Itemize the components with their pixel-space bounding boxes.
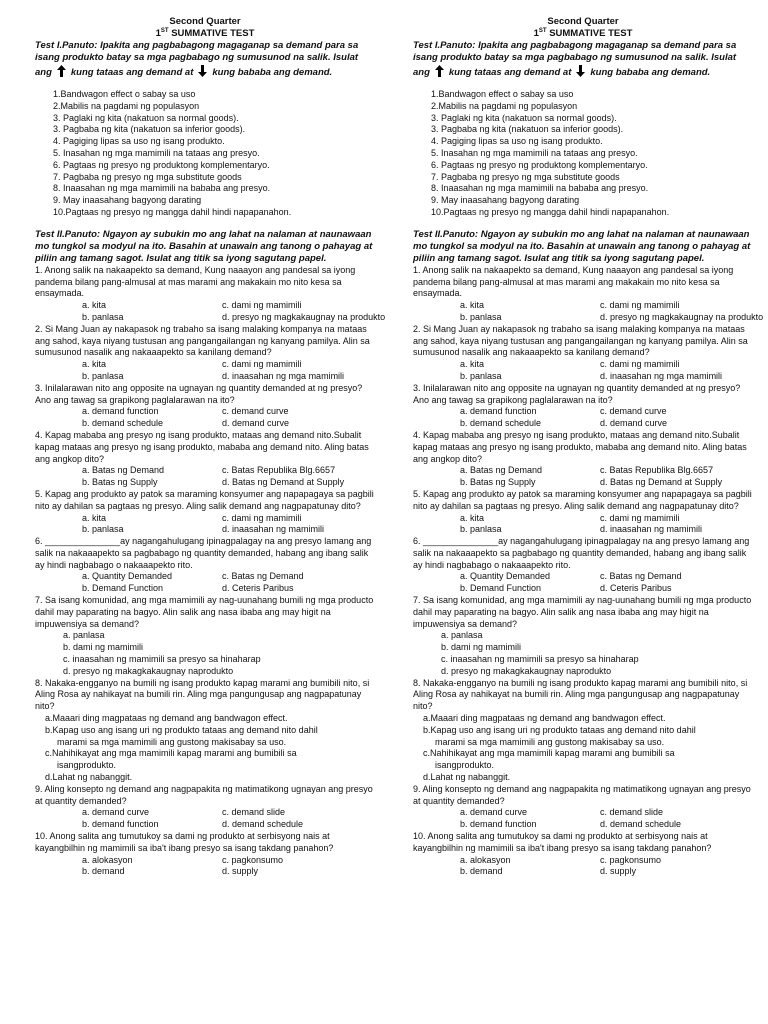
list-item: 10.Pagtaas ng presyo ng mangga dahil hindi napapanahon. — [431, 206, 670, 217]
option: d. demand schedule — [600, 819, 682, 830]
option: d. presyo ng makagkakaugnay naprodukto — [441, 665, 612, 676]
options-2 — [82, 359, 375, 383]
question-3: 3. Inilalarawan nito ang opposite na ugnayan ng quantity demanded at ng presyo? Ano ang tawag sa grapikong paglalarawan na ito? — [413, 382, 741, 405]
option: a. kita — [460, 359, 485, 370]
option: d. inaasahan ng mamimili — [222, 524, 325, 535]
option: a. demand curve — [82, 807, 150, 818]
option: c. inaasahan ng mamimili sa presyo sa hinaharap — [63, 654, 261, 665]
test1-list — [53, 89, 375, 219]
question-2: 2. Si Mang Juan ay nakapasok ng trabaho sa isang malaking kompanya na mataas ang sahod, kaya niyang tustusan ang pangangailangan ng kanyang pamilya. Alin sa sumusunod nasalik ang nakaaapekto sa kanilang demand? — [413, 323, 748, 358]
options-1 — [82, 300, 386, 324]
option: c. inaasahan ng mamimili sa presyo sa hinaharap — [441, 654, 639, 665]
test2-instructions: Test II.Panuto: Ngayon ay subukin mo ang lahat na nalaman at naunawaan mo tungkol sa modyul na ito. Basahin at unawain ang tanong o pahayag at piliin ang tamang sagot. Isulat ang titik sa iyong sagutang papel. — [35, 228, 373, 264]
option: c. Batas ng Demand — [222, 571, 304, 582]
page-left — [35, 16, 386, 878]
option: b. Batas ng Supply — [460, 477, 536, 488]
question-4: 4. Kapag mababa ang presyo ng isang produkto, mataas ang demand nito.Subalit kapag mataas ang presyo ng isang produkto, mababa ang demand nito. Aling batas ang angkop dito? — [35, 429, 369, 464]
option: c. pagkonsumo — [222, 854, 284, 865]
list-item: 8. Inaasahan ng mga mamimili na bababa ang presyo. — [431, 183, 649, 194]
option: b.Kapag uso ang isang uri ng produkto tataas ang demand nito dahil — [45, 724, 318, 735]
question-8: 8. Nakaka-engganyo na bumili ng isang produkto kapag marami ang bumibili nito, si Aling Rosa ay nahikayat na bumili rin. Aling mga pangungusap ang nagpapatunay nito? — [35, 677, 370, 712]
option: d.Lahat ng nabanggit. — [423, 772, 511, 783]
test1-instructions: Test I.Panuto: Ipakita ang pagbabagong magaganap sa demand para sa isang produkto batay sa mga pagbabago ng sumusunod na salik. Isulat ang kung tataas ang demand at kung bababa ang demand. — [413, 40, 737, 78]
arrow-up-icon — [433, 64, 446, 78]
list-item: 4. Pagiging lipas sa uso ng isang produkto. — [53, 136, 225, 147]
option: c. pagkonsumo — [600, 854, 662, 865]
test1-list — [431, 89, 753, 219]
list-item: 6. Pagtaas ng presyo ng produktong komplementaryo. — [53, 159, 270, 170]
option: a. Batas ng Demand — [82, 465, 165, 476]
option: b. demand schedule — [82, 418, 164, 429]
options-5 — [82, 513, 375, 537]
option: a. panlasa — [63, 630, 105, 641]
option: a. demand function — [460, 406, 537, 417]
option: b. demand — [82, 866, 125, 877]
page-right — [413, 16, 764, 878]
test-title: 1ST SUMMATIVE TEST — [533, 27, 633, 39]
options-10 — [460, 855, 753, 879]
option: d. presyo ng makagkakaugnay naprodukto — [63, 665, 234, 676]
option: c. demand curve — [222, 406, 289, 417]
option: d. demand curve — [600, 418, 668, 429]
option: d. supply — [222, 866, 259, 877]
option-cont: marami sa mga mamimili ang gustong makisabay sa uso. — [57, 736, 287, 747]
options-8 — [423, 713, 753, 784]
options-2 — [460, 359, 753, 383]
option: b. panlasa — [460, 311, 502, 322]
option: d.Lahat ng nabanggit. — [45, 772, 133, 783]
option: b. panlasa — [82, 370, 124, 381]
option: a. alokasyon — [460, 854, 511, 865]
option: d. Batas ng Demand at Supply — [222, 477, 345, 488]
option: a. kita — [82, 300, 107, 311]
option: b. dami ng mamimili — [441, 642, 522, 653]
list-item: 9. May inaasahang bagyong darating — [53, 195, 202, 206]
option: c. Batas Republika Blg.6657 — [222, 465, 336, 476]
options-4 — [460, 465, 753, 489]
quarter-title: Second Quarter — [169, 16, 241, 27]
option: d. inaasahan ng mga mamimili — [222, 370, 345, 381]
option: c. demand slide — [600, 807, 664, 818]
question-7: 7. Sa isang komunidad, ang mga mamimili ay nag-uunahang bumili ng mga producto dahil may paparating na bagyo. Alin salik ang nasa ibaba ang may higit na impuwensiya sa demand? — [413, 595, 752, 629]
list-item: 7. Pagbaba ng presyo ng mga substitute goods — [53, 171, 242, 182]
option: a. kita — [460, 512, 485, 523]
option: c. Batas ng Demand — [600, 571, 682, 582]
options-10 — [82, 855, 375, 879]
option-cont: isangprodukto. — [435, 760, 495, 771]
option: a.Maaari ding magpataas ng demand ang bandwagon effect. — [423, 713, 666, 724]
list-item: 9. May inaasahang bagyong darating — [431, 195, 580, 206]
option: c. demand slide — [222, 807, 286, 818]
options-1 — [460, 300, 764, 324]
option: c. dami ng mamimili — [222, 512, 302, 523]
option: a. demand curve — [460, 807, 528, 818]
option: d. inaasahan ng mga mamimili — [600, 370, 723, 381]
option: b. demand — [460, 866, 503, 877]
question-9: 9. Aling konsepto ng demand ang nagpapakita ng matimatikong ugnayan ang presyo at quantity demanded? — [413, 783, 751, 806]
option: d. Ceteris Paribus — [600, 583, 672, 594]
list-item: 2.Mabilis na pagdami ng populasyon — [431, 100, 578, 111]
question-1: 1. Anong salik na nakaapekto sa demand, Kung naaayon ang pandesal sa iyong pandema bilang pang-almusal at mas marami ang makakain mo nito kesa sa ensaymada. — [413, 264, 734, 299]
options-7 — [441, 630, 753, 677]
option: b. demand schedule — [460, 418, 542, 429]
question-6: 6. _______________ay nagangahulugang ipinagpalagay na ang presyo lamang ang salik na nakaaapekto sa pagbabago ng quantity demanded, habang ang ibang salik ay hindi nagbabago o nakaaapekto rito. — [35, 536, 372, 570]
question-5: 5. Kapag ang produkto ay patok sa maraming konsyumer ang napapagaya sa pagbili nito ay dahilan sa pagtaas ng presyo. Aling salik demand ang nagpapatunay dito? — [413, 488, 752, 511]
option: b.Kapag uso ang isang uri ng produkto tataas ang demand nito dahil — [423, 724, 696, 735]
question-8: 8. Nakaka-engganyo na bumili ng isang produkto kapag marami ang bumibili nito, si Aling Rosa ay nahikayat na bumili rin. Aling mga pangungusap ang nagpapatunay nito? — [413, 677, 748, 712]
option-cont: marami sa mga mamimili ang gustong makisabay sa uso. — [435, 736, 665, 747]
question-9: 9. Aling konsepto ng demand ang nagpapakita ng matimatikong ugnayan ang presyo at quantity demanded? — [35, 783, 373, 806]
list-item: 4. Pagiging lipas sa uso ng isang produkto. — [431, 136, 603, 147]
option: a. kita — [82, 359, 107, 370]
list-item: 6. Pagtaas ng presyo ng produktong komplementaryo. — [431, 159, 648, 170]
option: d. Batas ng Demand at Supply — [600, 477, 723, 488]
option: b. panlasa — [82, 524, 124, 535]
options-6 — [82, 571, 375, 595]
option: a. panlasa — [441, 630, 483, 641]
list-item: 5. Inasahan ng mga mamimili na tataas ang presyo. — [53, 147, 260, 158]
option: a.Maaari ding magpataas ng demand ang bandwagon effect. — [45, 713, 288, 724]
list-item: 8. Inaasahan ng mga mamimili na bababa ang presyo. — [53, 183, 271, 194]
option: b. Demand Function — [82, 583, 164, 594]
test1-instructions: Test I.Panuto: Ipakita ang pagbabagong magaganap sa demand para sa isang produkto batay sa mga pagbabago ng sumusunod na salik. Isulat ang kung tataas ang demand at kung bababa ang demand. — [35, 40, 359, 78]
options-6 — [460, 571, 753, 595]
option: b. dami ng mamimili — [63, 642, 144, 653]
option: c.Nahihikayat ang mga mamimili kapag marami ang bumibili sa — [423, 748, 675, 759]
arrow-down-icon — [574, 64, 587, 78]
list-item: 3. Paglaki ng kita (nakatuon sa normal goods). — [431, 112, 617, 123]
option: a. kita — [460, 300, 485, 311]
option: a. demand function — [82, 406, 159, 417]
test-title: 1ST SUMMATIVE TEST — [155, 27, 255, 39]
option: c. dami ng mamimili — [600, 512, 680, 523]
question-2: 2. Si Mang Juan ay nakapasok ng trabaho sa isang malaking kompanya na mataas ang sahod, kaya niyang tustusan ang pangangailangan ng kanyang pamilya. Alin sa sumusunod nasalik ang nakaaapekto sa kanilang demand? — [35, 323, 370, 358]
option: b. demand function — [82, 819, 159, 830]
option: c. dami ng mamimili — [600, 359, 680, 370]
option: b. panlasa — [460, 524, 502, 535]
option: b. Demand Function — [460, 583, 542, 594]
option: a. Batas ng Demand — [460, 465, 543, 476]
arrow-down-icon — [196, 64, 209, 78]
list-item: 5. Inasahan ng mga mamimili na tataas ang presyo. — [431, 147, 638, 158]
options-7 — [63, 630, 375, 677]
options-3 — [82, 406, 375, 430]
options-8 — [45, 713, 375, 784]
option: b. demand function — [460, 819, 537, 830]
option: d. presyo ng magkakaugnay na produkto — [600, 311, 764, 322]
option: b. Batas ng Supply — [82, 477, 158, 488]
option-cont: isangprodukto. — [57, 760, 117, 771]
list-item: 3. Pagbaba ng kita (nakatuon sa inferior goods). — [53, 124, 246, 135]
options-4 — [82, 465, 375, 489]
question-7: 7. Sa isang komunidad, ang mga mamimili ay nag-uunahang bumili ng mga producto dahil may paparating na bagyo. Alin salik ang nasa ibaba ang may higit na impuwensiya sa demand? — [35, 595, 374, 629]
list-item: 7. Pagbaba ng presyo ng mga substitute goods — [431, 171, 620, 182]
option: d. presyo ng magkakaugnay na produkto — [222, 311, 386, 322]
option: d. inaasahan ng mamimili — [600, 524, 703, 535]
question-10: 10. Anong salita ang tumutukoy sa dami ng produkto at serbisyong nais at kayangbilhin ng mamimili sa iba't ibang presyo sa isang takdang panahon? — [413, 831, 712, 853]
option: d. supply — [600, 866, 637, 877]
option: c.Nahihikayat ang mga mamimili kapag marami ang bumibili sa — [45, 748, 297, 759]
option: c. dami ng mamimili — [222, 359, 302, 370]
question-6: 6. _______________ay nagangahulugang ipinagpalagay na ang presyo lamang ang salik na nakaaapekto sa pagbabago ng quantity demanded, habang ang ibang salik ay hindi nagbabago o nakaaapekto rito. — [413, 536, 750, 570]
test2-instructions: Test II.Panuto: Ngayon ay subukin mo ang lahat na nalaman at naunawaan mo tungkol sa modyul na ito. Basahin at unawain ang tanong o pahayag at piliin ang tamang sagot. Isulat ang titik sa iyong sagutang papel. — [413, 228, 751, 264]
options-9 — [460, 807, 753, 831]
arrow-up-icon — [55, 64, 68, 78]
options-9 — [82, 807, 375, 831]
options-3 — [460, 406, 753, 430]
question-3: 3. Inilalarawan nito ang opposite na ugnayan ng quantity demanded at ng presyo? Ano ang tawag sa grapikong paglalarawan na ito? — [35, 382, 363, 405]
list-item: 2.Mabilis na pagdami ng populasyon — [53, 100, 200, 111]
question-1: 1. Anong salik na nakaapekto sa demand, Kung naaayon ang pandesal sa iyong pandema bilang pang-almusal at mas marami ang makakain mo nito kesa sa ensaymada. — [35, 264, 356, 299]
option: d. demand schedule — [222, 819, 304, 830]
list-item: 1.Bandwagon effect o sabay sa uso — [53, 89, 196, 99]
option: c. dami ng mamimili — [600, 300, 680, 311]
list-item: 3. Paglaki ng kita (nakatuon sa normal goods). — [53, 112, 239, 123]
question-5: 5. Kapag ang produkto ay patok sa maraming konsyumer ang napapagaya sa pagbili nito ay dahilan sa pagtaas ng presyo. Aling salik demand ang nagpapatunay dito? — [35, 488, 374, 511]
options-5 — [460, 513, 753, 537]
list-item: 3. Pagbaba ng kita (nakatuon sa inferior goods). — [431, 124, 624, 135]
option: c. Batas Republika Blg.6657 — [600, 465, 714, 476]
option: b. panlasa — [460, 370, 502, 381]
option: a. Quantity Demanded — [82, 571, 173, 582]
option: a. alokasyon — [82, 854, 133, 865]
list-item: 1.Bandwagon effect o sabay sa uso — [431, 89, 574, 99]
option: a. Quantity Demanded — [460, 571, 551, 582]
question-4: 4. Kapag mababa ang presyo ng isang produkto, mataas ang demand nito.Subalit kapag mataas ang presyo ng isang produkto, mababa ang demand nito. Aling batas ang angkop dito? — [413, 429, 747, 464]
option: d. Ceteris Paribus — [222, 583, 294, 594]
option: d. demand curve — [222, 418, 290, 429]
option: c. demand curve — [600, 406, 667, 417]
quarter-title: Second Quarter — [547, 16, 619, 27]
option: a. kita — [82, 512, 107, 523]
list-item: 10.Pagtaas ng presyo ng mangga dahil hindi napapanahon. — [53, 206, 292, 217]
option: c. dami ng mamimili — [222, 300, 302, 311]
question-10: 10. Anong salita ang tumutukoy sa dami ng produkto at serbisyong nais at kayangbilhin ng mamimili sa iba't ibang presyo sa isang takdang panahon? — [35, 831, 334, 853]
option: b. panlasa — [82, 311, 124, 322]
